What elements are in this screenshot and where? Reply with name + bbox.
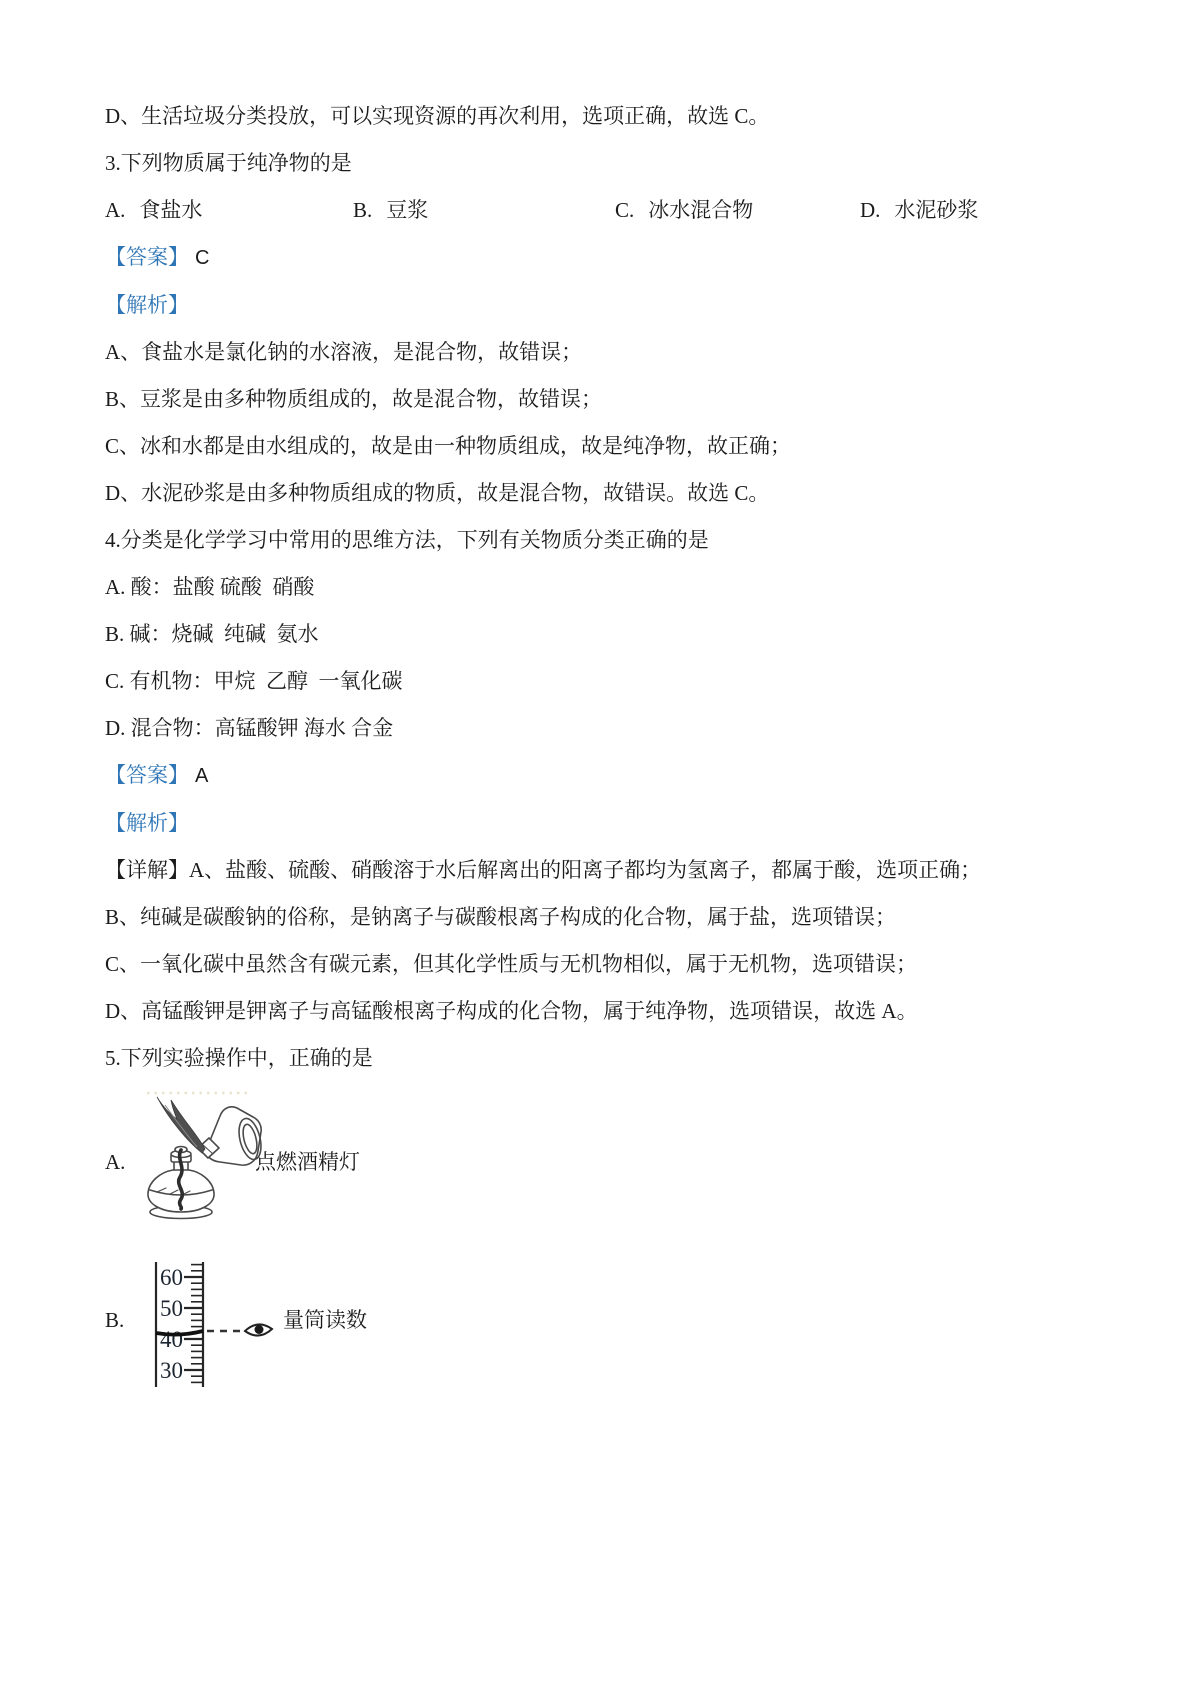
q3-stem: 3.下列物质属于纯净物的是 (105, 151, 352, 175)
q3-option-d-text: 水泥砂浆 (894, 198, 979, 222)
q4-answer-value: A (195, 765, 209, 787)
q4-detail-tag: 【详解】 (105, 858, 189, 882)
q4-answer-tag: 【答案】 (105, 763, 189, 787)
q4-detail-line-a (105, 847, 1145, 894)
q4-option-b: B. 碱：烧碱 纯碱 氨水 (105, 622, 319, 646)
q3-option-a-label: A. (105, 198, 126, 222)
q4-option-a: A. 酸：盐酸 硫酸 硝酸 (105, 575, 315, 599)
q4-detail-line-b: B、纯碱是碳酸钠的俗称，是钠离子与碳酸根离子构成的化合物，属于盐，选项错误； (105, 905, 897, 929)
q5-option-b-caption: 量筒读数 (283, 1308, 367, 1332)
major-ticks (184, 1277, 203, 1370)
q4-analysis-tag-line (105, 800, 1145, 847)
q5-option-b-label: B. (105, 1308, 125, 1332)
q3-analysis-line-d: D、水泥砂浆是由多种物质组成的物质，故是混合物，故错误。故选 C。 (105, 481, 770, 505)
eye-icon (245, 1324, 272, 1335)
q4-option-d: D. 混合物：高锰酸钾 海水 合金 (105, 716, 394, 740)
q3-option-c (615, 187, 860, 234)
q3-option-b-label: B. (353, 198, 373, 222)
q3-analysis-tag: 【解析】 (105, 293, 189, 317)
alcohol-lamp-figure (145, 1091, 265, 1228)
graduated-cylinder-figure (146, 1258, 280, 1392)
q3-option-b-text: 豆浆 (386, 198, 429, 222)
scale-number-40: 40 (160, 1327, 183, 1352)
q4-analysis-tag: 【解析】 (105, 811, 189, 835)
q3-option-c-text: 冰水混合物 (648, 198, 754, 222)
q4-answer-line (105, 752, 1145, 800)
q4-detail-text-a: A、盐酸、硫酸、硝酸溶于水后解离出的阳离子都均为氢离子，都属于酸，选项正确； (189, 858, 982, 882)
q3-answer-value: C (195, 247, 210, 269)
q3-analysis-line-b: B、豆浆是由多种物质组成的，故是混合物，故错误； (105, 387, 603, 411)
standing-alcohol-lamp (148, 1147, 214, 1219)
scale-number-50: 50 (160, 1296, 183, 1321)
q5-option-a-caption: 点燃酒精灯 (255, 1150, 360, 1174)
q5-option-a-label: A. (105, 1150, 126, 1174)
q3-answer-tag: 【答案】 (105, 245, 189, 269)
q3-options-row (105, 187, 1145, 234)
q3-option-c-label: C. (615, 198, 635, 222)
q4-stem: 4.分类是化学学习中常用的思维方法，下列有关物质分类正确的是 (105, 528, 709, 552)
q3-analysis-tag-line (105, 282, 1145, 329)
minor-ticks (191, 1265, 203, 1383)
flame-icon (157, 1097, 205, 1153)
exam-text-body (105, 93, 1145, 1082)
scale-number-60: 60 (160, 1265, 183, 1290)
q3-option-d (860, 187, 978, 234)
q3-option-a (105, 187, 353, 234)
scale-number-30: 30 (160, 1358, 183, 1383)
q3-analysis-line-c: C、冰和水都是由水组成的，故是由一种物质组成，故是纯净物，故正确； (105, 434, 792, 458)
q3-option-b (353, 187, 615, 234)
q4-detail-line-c: C、一氧化碳中虽然含有碳元素，但其化学性质与无机物相似，属于无机物，选项错误； (105, 952, 918, 976)
q2-conclusion-line: D、生活垃圾分类投放，可以实现资源的再次利用，选项正确，故选 C。 (105, 104, 770, 128)
q4-option-c: C. 有机物：甲烷 乙醇 一氧化碳 (105, 669, 403, 693)
q3-option-d-label: D. (860, 198, 881, 222)
q4-detail-line-d: D、高锰酸钾是钾离子与高锰酸根离子构成的化合物，属于纯净物，选项错误，故选 A。 (105, 999, 918, 1023)
q3-option-a-text: 食盐水 (139, 198, 203, 222)
q5-stem: 5.下列实验操作中，正确的是 (105, 1046, 373, 1070)
q3-analysis-line-a: A、食盐水是氯化钠的水溶液，是混合物，故错误； (105, 340, 583, 364)
q3-answer-line (105, 234, 1145, 282)
q5-option-b-row (103, 1258, 803, 1392)
q5-option-a-row (103, 1091, 803, 1228)
